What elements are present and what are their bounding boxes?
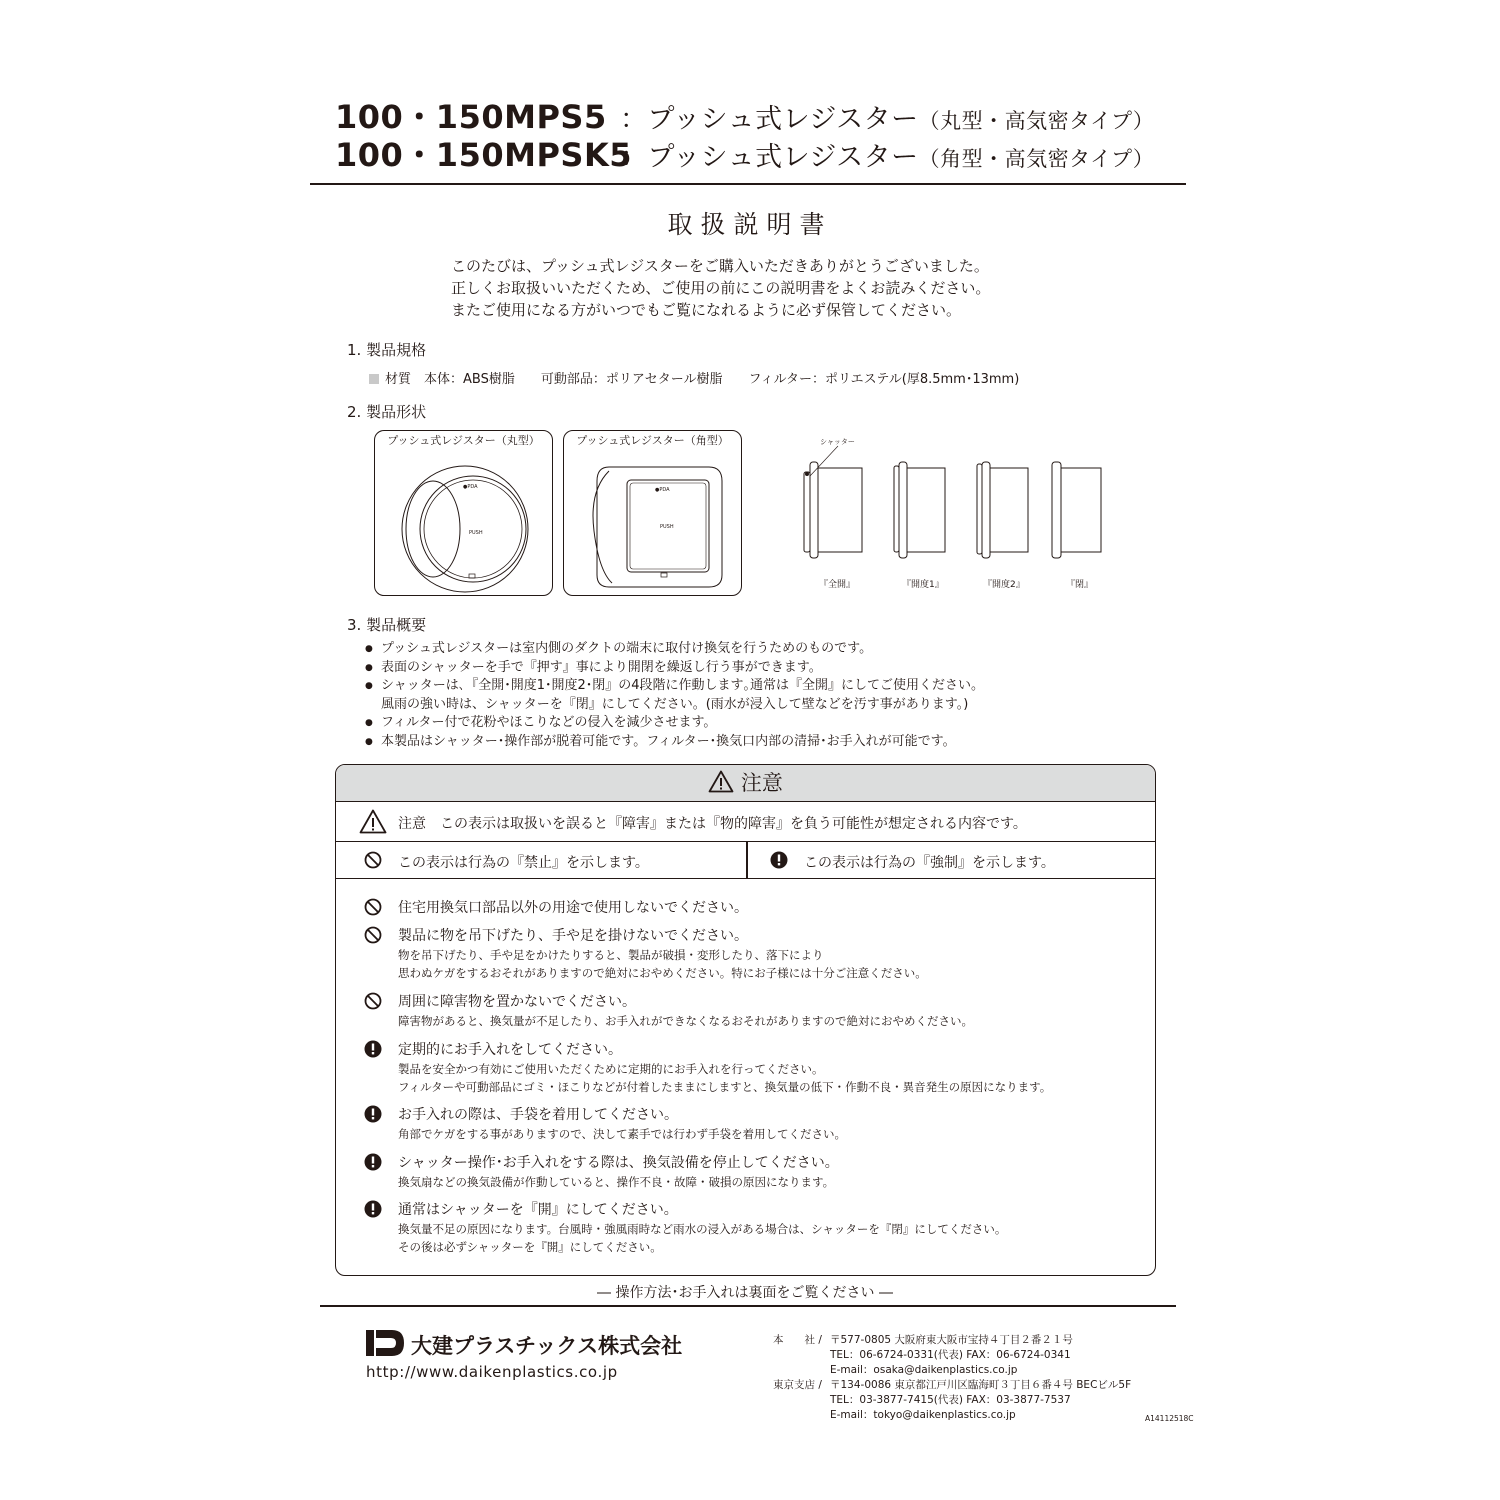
caution-header	[336, 765, 1155, 802]
square-register-drawing	[564, 431, 741, 595]
caution-item-title: お手入れの際は、手袋を着用してください。	[398, 1107, 678, 1123]
mandatory-icon	[364, 1040, 382, 1058]
spec-material-label: 材質	[385, 372, 412, 387]
stage-label-open-1: 『開度1』	[902, 580, 944, 590]
head-office-label: 本 社 /	[773, 1334, 822, 1346]
company-name: 大建プラスチックス株式会社	[411, 1334, 683, 1358]
company-logo	[366, 1330, 406, 1356]
section-heading-overview: 3. 製品概要	[347, 616, 427, 634]
caution-box	[335, 764, 1156, 1276]
caution-item-detail: 製品を安全かつ有効にご使用いただくために定期的にお手入れを行ってください。	[398, 1062, 824, 1076]
intro-line: またご使用になる方がいつでもご覧になれるように必ず保管してください。	[451, 301, 962, 319]
spec-filter: フィルター：ポリエステル(厚8.5mm･13mm)	[748, 372, 1020, 387]
caution-item-title: 定期的にお手入れをしてください。	[398, 1042, 622, 1058]
svg-text:●PDA: ●PDA	[655, 487, 670, 493]
caution-definition-text: 注意 この表示は取扱いを誤ると『障害』または『物的障害』を負う可能性が想定される内容です。	[398, 816, 1027, 832]
svg-text:●PDA: ●PDA	[463, 484, 478, 490]
document-title: 取扱説明書	[667, 210, 833, 239]
legend-divider	[746, 842, 748, 878]
mandatory-icon	[364, 1200, 382, 1218]
mandatory-icon	[770, 851, 788, 869]
caution-item-detail: 角部でケガをする事がありますので、決して素手では行わず手袋を着用してください。	[398, 1127, 847, 1141]
caution-item-detail: フィルターや可動部品にゴミ・ほこりなどが付着したままにしますと、換気量の低下・作動不良・異音発生の原因になります。	[398, 1080, 1052, 1094]
caution-item-detail: 思わぬケガをするおそれがありますので絶対におやめください。特にお子様には十分ご注意ください。	[398, 966, 927, 980]
shutter-stage-diagram	[790, 432, 1110, 572]
head-office-tel: TEL：06-6724-0331(代表) FAX：06-6724-0341	[830, 1349, 1071, 1361]
caution-item-detail: 換気扇などの換気設備が作動していると、操作不良・故障・破損の原因になります。	[398, 1175, 835, 1189]
prohibit-icon	[364, 926, 382, 944]
spec-square-icon	[369, 374, 379, 384]
overview-item: ● 本製品はシャッター･操作部が脱着可能です。フィルター･換気口内部の清掃･お手入れが可能です。	[365, 733, 984, 752]
shutter-label: シャッター	[820, 438, 855, 446]
overview-item: ● フィルター付で花粉やほこりなどの侵入を減少させます。	[365, 714, 984, 733]
overview-item: ● プッシュ式レジスターは室内側のダクトの端末に取付け換気を行うためのものです。	[365, 640, 984, 659]
square-register-figure	[563, 430, 742, 596]
caution-item-title: 周囲に障害物を置かないでください。	[398, 994, 636, 1010]
warning-icon	[359, 809, 387, 834]
model-number-square: 100・150MPSK5	[335, 136, 633, 174]
caution-item-detail: その後は必ずシャッターを『開』にしてください。	[398, 1240, 662, 1254]
tokyo-office-email[interactable]: E-mail：tokyo@daikenplastics.co.jp	[830, 1409, 1016, 1421]
type-round: （丸型・高気密タイプ）	[918, 109, 1155, 133]
company-url[interactable]: http://www.daikenplastics.co.jp	[366, 1363, 618, 1381]
document-code: A14112518C	[1145, 1414, 1194, 1423]
caution-item-title: 住宅用換気口部品以外の用途で使用しないでください。	[398, 900, 748, 916]
caution-item-title: 通常はシャッターを『開』にしてください。	[398, 1202, 678, 1218]
caution-item-detail: 物を吊下げたり、手や足をかけたりすると、製品が破損・変形したり、落下により	[398, 948, 824, 962]
tokyo-office-label: 東京支店 /	[773, 1379, 822, 1391]
title-line-2	[335, 130, 1154, 176]
type-square: （角型・高気密タイプ）	[918, 147, 1155, 171]
round-register-caption: プッシュ式レジスター（丸型）	[387, 434, 540, 447]
square-register-caption: プッシュ式レジスター（角型）	[576, 434, 729, 447]
push-label: PUSH	[469, 530, 483, 536]
overview-list	[365, 640, 984, 751]
push-label: PUSH	[660, 524, 674, 530]
caution-item-title: シャッター操作･お手入れをする際は、換気設備を停止してください。	[398, 1155, 839, 1171]
spec-line	[369, 368, 1019, 387]
prohibit-icon	[364, 851, 382, 869]
overview-item: 風雨の強い時は、シャッターを『閉』にしてください。(雨水が浸入して壁などを汚す事があります。)	[381, 696, 969, 712]
footer-rule	[320, 1305, 1176, 1307]
intro-line: 正しくお取扱いいただくため、ご使用の前にこの説明書をよくお読みください。	[451, 279, 991, 297]
section-heading-spec: 1. 製品規格	[347, 341, 427, 359]
caution-definition-row	[336, 802, 1155, 842]
prohibit-icon	[364, 898, 382, 916]
stage-label-open-2: 『開度2』	[983, 580, 1025, 590]
caution-item-detail: 障害物があると、換気量が不足したり、お手入れができなくなるおそれがありますので絶対におやめください。	[398, 1014, 973, 1028]
product-name-round: ：プッシュ式レジスター	[620, 104, 919, 135]
prohibit-legend-text: この表示は行為の『禁止』を示します。	[398, 855, 649, 871]
intro-line: このたびは、プッシュ式レジスターをご購入いただきありがとうございました。	[451, 257, 989, 275]
stage-label-closed: 『閉』	[1066, 580, 1094, 590]
model-number-round: 100・150MPS5	[335, 98, 607, 136]
mandatory-legend-text: この表示は行為の『強制』を示します。	[804, 855, 1055, 871]
caution-item-title: 製品に物を吊下げたり、手や足を掛けないでください。	[398, 928, 748, 944]
tokyo-office-tel: TEL：03-3877-7415(代表) FAX：03-3877-7537	[830, 1394, 1071, 1406]
stage-label-full-open: 『全開』	[819, 580, 856, 590]
mandatory-icon	[364, 1153, 382, 1171]
tokyo-office-address: 〒134-0086 東京都江戸川区臨海町３丁目６番４号 BECビル5F	[830, 1379, 1132, 1391]
round-register-drawing	[375, 431, 552, 595]
section-heading-shape: 2. 製品形状	[347, 403, 427, 421]
product-name-square: ：プッシュ式レジスター	[620, 142, 919, 173]
warning-icon	[708, 770, 734, 793]
overview-item: ● シャッターは､『全開･開度1･開度2･閉』の4段階に作動します｡通常は『全開』にしてご使用ください。	[365, 677, 984, 696]
prohibit-icon	[364, 992, 382, 1010]
caution-item-detail: 換気量不足の原因になります。台風時・強風雨時など雨水の浸入がある場合は、シャッターを『閉』にしてください。	[398, 1222, 1007, 1236]
spec-body: 本体：ABS樹脂	[424, 372, 515, 387]
intro-text	[451, 255, 990, 321]
back-page-note: ― 操作方法･お手入れは裏面をご覧ください ―	[597, 1285, 893, 1301]
round-register-figure	[374, 430, 553, 596]
header-rule	[310, 183, 1186, 185]
caution-title: 注意	[740, 771, 783, 795]
head-office-address: 〒577-0805 大阪府東大阪市宝持４丁目２番２１号	[830, 1334, 1073, 1346]
head-office-email[interactable]: E-mail：osaka@daikenplastics.co.jp	[830, 1364, 1018, 1376]
spec-moving: 可動部品：ポリアセタール樹脂	[540, 372, 723, 387]
overview-item: ● 表面のシャッターを手で『押す』事により開閉を繰返し行う事ができます。	[365, 659, 984, 678]
mandatory-icon	[364, 1105, 382, 1123]
